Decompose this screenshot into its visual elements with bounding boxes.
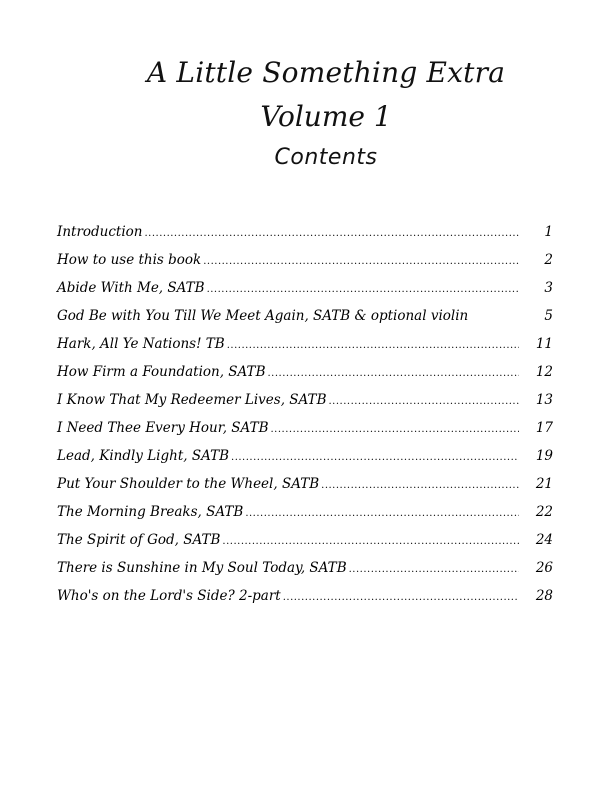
toc-entry-title: I Need Thee Every Hour, SATB (57, 420, 269, 436)
toc-entry-title: Hark, All Ye Nations! TB (57, 336, 225, 352)
toc-entry-title: I Know That My Redeemer Lives, SATB (57, 392, 327, 408)
toc-entry-title: God Be with You Till We Meet Again, SATB & optional violin (57, 308, 469, 324)
toc-entry[interactable] (57, 336, 553, 364)
dot-leader (349, 560, 519, 576)
toc-entry[interactable] (57, 588, 553, 616)
toc-entry[interactable] (57, 252, 553, 280)
toc-entry-page: 17 (535, 420, 553, 436)
toc-entry-title: Put Your Shoulder to the Wheel, SATB (57, 476, 320, 492)
toc-entry-title: The Spirit of God, SATB (57, 532, 221, 548)
dot-leader (268, 364, 520, 380)
toc-entry-title: Introduction (57, 224, 143, 240)
toc-entry[interactable] (57, 420, 553, 448)
toc-entry-title: Who's on the Lord's Side? 2-part (57, 588, 281, 604)
toc-entry-page: 2 (544, 252, 553, 268)
table-of-contents (57, 224, 553, 616)
toc-entry-title: The Morning Breaks, SATB (57, 504, 244, 520)
toc-entry[interactable] (57, 224, 553, 252)
toc-entry-page: 22 (535, 504, 553, 520)
dot-leader (231, 448, 519, 464)
toc-entry-page: 19 (535, 448, 553, 464)
dot-leader (329, 392, 520, 408)
toc-entry-page: 3 (544, 280, 553, 296)
dot-leader (283, 588, 519, 604)
dot-leader (245, 504, 519, 520)
toc-entry-page: 28 (535, 588, 553, 604)
toc-entry-page: 24 (535, 532, 553, 548)
toc-entry-title: Abide With Me, SATB (57, 280, 205, 296)
toc-entry[interactable] (57, 476, 553, 504)
toc-entry-page: 12 (535, 364, 553, 380)
volume-title: Volume 1 (260, 100, 392, 133)
toc-entry-page: 5 (544, 308, 553, 324)
toc-entry-title: There is Sunshine in My Soul Today, SATB (57, 560, 347, 576)
toc-entry-page: 26 (535, 560, 553, 576)
toc-entry-page: 1 (544, 224, 553, 240)
contents-heading: Contents (274, 145, 378, 170)
toc-entry[interactable] (57, 560, 553, 588)
dot-leader (222, 532, 519, 548)
toc-entry-page: 13 (535, 392, 553, 408)
toc-entry-title: Lead, Kindly Light, SATB (57, 448, 230, 464)
toc-entry-page: 21 (535, 476, 553, 492)
toc-entry-title: How to use this book (57, 252, 202, 268)
dot-leader (203, 252, 519, 268)
dot-leader (271, 420, 520, 436)
dot-leader (227, 336, 519, 352)
toc-entry-title: How Firm a Foundation, SATB (57, 364, 266, 380)
dot-leader (321, 476, 519, 492)
document-title: A Little Something Extra (146, 56, 506, 89)
toc-entry-page: 11 (535, 336, 553, 352)
dot-leader (207, 280, 519, 296)
toc-entry[interactable] (57, 364, 553, 392)
toc-entry[interactable] (57, 280, 553, 308)
toc-entry[interactable] (57, 448, 553, 476)
toc-entry[interactable] (57, 308, 553, 336)
toc-entry[interactable] (57, 392, 553, 420)
dot-leader (145, 224, 520, 240)
toc-entry[interactable] (57, 504, 553, 532)
toc-entry[interactable] (57, 532, 553, 560)
